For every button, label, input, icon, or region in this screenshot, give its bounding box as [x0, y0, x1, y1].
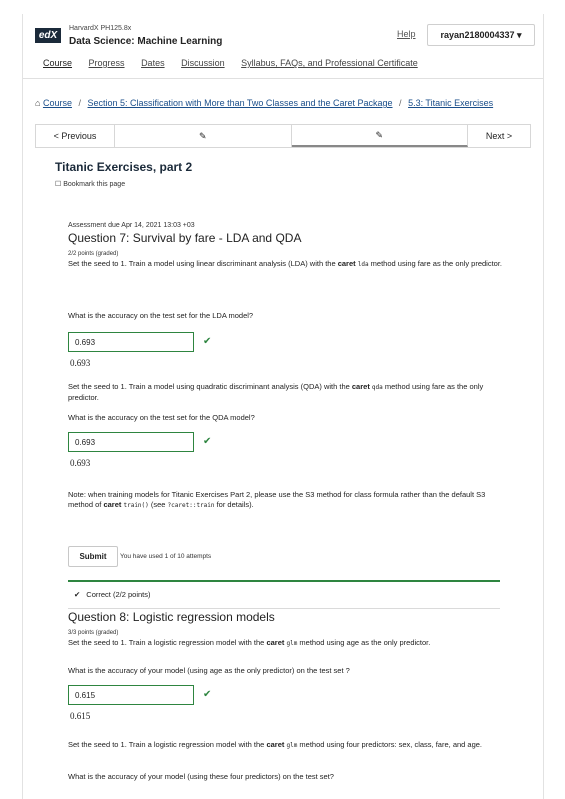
breadcrumb-course[interactable]: Course	[42, 98, 72, 108]
nav-syllabus[interactable]: Syllabus, FAQs, and Professional Certificate	[241, 58, 418, 68]
question-prompt: What is the accuracy of your model (using age as the only predictor) on the test set ?	[68, 666, 350, 675]
breadcrumb-separator: /	[78, 98, 81, 108]
breadcrumb-unit[interactable]: 5.3: Titanic Exercises	[408, 98, 494, 108]
edit-icon: ✎	[375, 129, 384, 140]
nav-divider	[23, 78, 543, 79]
question-8	[68, 608, 508, 649]
breadcrumb	[35, 98, 493, 108]
correct-check-icon: ✔	[203, 689, 212, 700]
submit-button[interactable]: Submit	[68, 546, 118, 567]
question-prompt: What is the accuracy on the test set for the LDA model?	[68, 311, 254, 320]
submitted-answer: 0.693	[70, 358, 91, 368]
question-title: Question 8: Logistic regression models	[68, 610, 275, 624]
breadcrumb-separator: /	[399, 98, 402, 108]
correct-notification	[68, 580, 500, 609]
submitted-answer: 0.693	[70, 458, 91, 468]
bookmark-button[interactable]: ☐ Bookmark this page	[55, 181, 126, 188]
nav-dates[interactable]: Dates	[141, 58, 165, 68]
question-text: Set the seed to 1. Train a logistic regression model with the caret glm method using four predictors: sex, class, fare, and age.	[68, 740, 483, 749]
question-7	[68, 222, 508, 270]
edit-icon: ✎	[198, 130, 207, 141]
points-label: 3/3 points (graded)	[68, 630, 119, 636]
nav-progress[interactable]: Progress	[88, 58, 125, 68]
nav-course[interactable]: Course	[43, 58, 73, 68]
unit-tab-2-active[interactable]	[292, 125, 469, 147]
course-nav	[43, 58, 432, 68]
unit-title: Titanic Exercises, part 2	[55, 160, 193, 174]
nav-discussion[interactable]: Discussion	[181, 58, 225, 68]
question-text: Set the seed to 1. Train a model using quadratic discriminant analysis (QDA) with the caret qda method using fare as the only predictor.	[68, 382, 484, 402]
correct-text: Correct (2/2 points)	[86, 590, 151, 599]
course-title: Data Science: Machine Learning	[69, 36, 223, 47]
age-model-answer-input[interactable]: 0.615	[68, 685, 194, 705]
breadcrumb-section[interactable]: Section 5: Classification with More than Two Classes and the Caret Package	[87, 98, 393, 108]
question-title: Question 7: Survival by fare - LDA and QDA	[68, 231, 302, 245]
question-text: Set the seed to 1. Train a logistic regression model with the caret glm method using age as the only predictor.	[68, 638, 431, 647]
question-text: Set the seed to 1. Train a model using linear discriminant analysis (LDA) with the caret lda method using fare as the only predictor.	[68, 259, 503, 268]
page-frame	[22, 14, 544, 799]
help-link[interactable]: Help	[397, 29, 416, 39]
sequence-nav	[35, 124, 531, 148]
qda-answer-input[interactable]: 0.693	[68, 432, 194, 452]
note-text: Note: when training models for Titanic Exercises Part 2, please use the S3 method for class formula rather than the default S3 method of caret train() (see ?caret::train for details).	[68, 490, 486, 509]
question-prompt: What is the accuracy of your model (using these four predictors) on the test set?	[68, 772, 334, 781]
lda-answer-input[interactable]: 0.693	[68, 332, 194, 352]
correct-check-icon: ✔	[203, 336, 212, 347]
unit-tab-1[interactable]	[115, 125, 292, 147]
correct-check-icon: ✔	[203, 436, 212, 447]
assessment-due: Assessment due Apr 14, 2021 13:03 +03	[68, 222, 195, 229]
submitted-answer: 0.615	[70, 711, 91, 721]
edx-logo[interactable]: edX	[35, 28, 61, 43]
user-menu-button[interactable]: rayan2180004337 ▾	[427, 24, 535, 46]
home-icon: ⌂	[35, 98, 41, 108]
points-label: 2/2 points (graded)	[68, 251, 119, 257]
question-prompt: What is the accuracy on the test set for the QDA model?	[68, 413, 255, 422]
previous-button[interactable]: < Previous	[36, 125, 115, 147]
course-org: HarvardX PH125.8x	[69, 25, 132, 32]
attempts-text: You have used 1 of 10 attempts	[120, 553, 212, 560]
check-icon: ✔	[74, 590, 81, 599]
next-button[interactable]: Next >	[485, 131, 513, 141]
